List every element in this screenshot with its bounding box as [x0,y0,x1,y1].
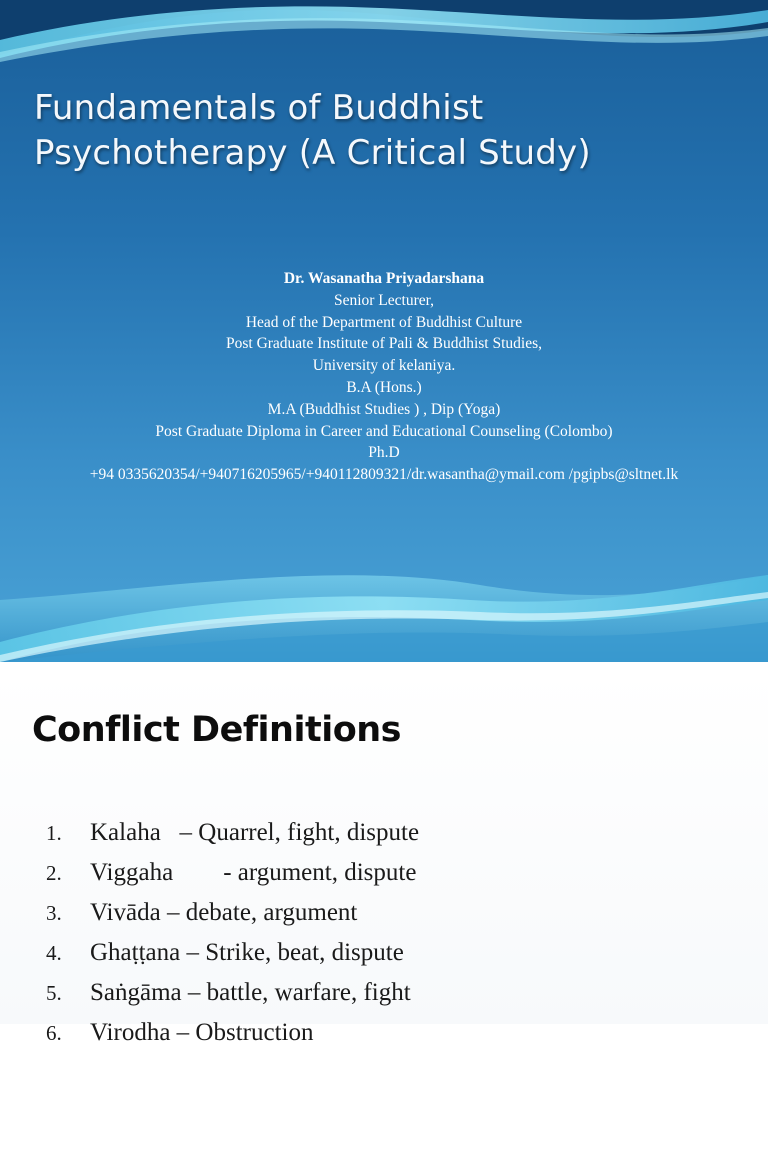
list-item [0,853,768,893]
presentation-title [34,86,734,176]
list-item [0,1013,768,1053]
author-contact: +94 0335620354/+940716205965/+940112809321/dr.wasantha@ymail.com /pgipbs@sltnet.lk [89,466,679,484]
title-line-1: Fundamentals of Buddhist [34,88,484,128]
slide-heading: Conflict Definitions [32,710,401,750]
author-degree-ba: B.A (Hons.) [346,378,422,396]
author-degree-ma: M.A (Buddhist Studies ) , Dip (Yoga) [267,400,501,418]
author-info [0,268,768,486]
author-diploma: Post Graduate Diploma in Career and Educational Counseling (Colombo) [155,422,613,440]
list-item-text: Ghaṭṭana – Strike, beat, dispute [90,939,404,966]
conflict-definitions-slide [0,670,768,1046]
author-name: Dr. Wasanatha Priyadarshana [283,270,485,287]
list-item-number: 5. [46,981,62,1005]
list-item-text: Saṅgāma – battle, warfare, fight [90,979,411,1006]
slide-separator [0,662,768,670]
list-item-text: Vivāda – debate, argument [90,899,358,926]
author-degree-phd: Ph.D [368,444,400,462]
author-institute: Post Graduate Institute of Pali & Buddhist Studies, [225,335,543,353]
list-item-number: 3. [46,901,62,925]
title-line-2: Psychotherapy (A Critical Study) [34,133,591,173]
author-department: Head of the Department of Buddhist Culture [245,313,523,331]
list-item [0,973,768,1013]
definition-list [0,813,768,1053]
list-item [0,893,768,933]
list-item [0,933,768,973]
list-item-number: 2. [46,861,62,885]
list-item-number: 6. [46,1021,62,1045]
list-item-text: Viggaha - argument, dispute [90,859,417,886]
list-item [0,813,768,853]
list-item-text: Virodha – Obstruction [90,1019,314,1046]
author-university: University of kelaniya. [312,357,456,375]
author-position: Senior Lecturer, [333,291,435,309]
list-item-number: 1. [46,821,62,845]
list-item-text: Kalaha – Quarrel, fight, dispute [90,819,420,846]
list-item-number: 4. [46,941,62,965]
